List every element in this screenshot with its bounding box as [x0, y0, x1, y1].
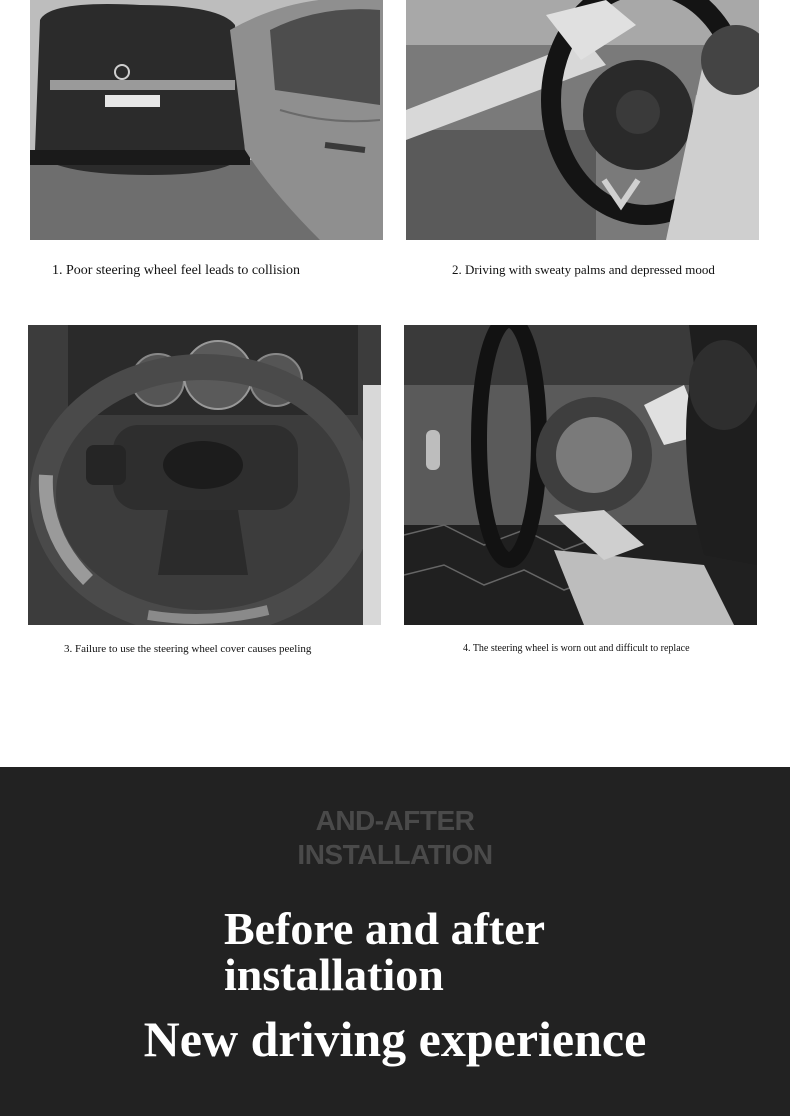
caption-peeling: 3. Failure to use the steering wheel cover causes peeling [64, 643, 312, 655]
eyebrow-line-2: INSTALLATION [297, 839, 493, 870]
peeling-wheel-photo [28, 325, 381, 625]
caption-sweaty-palms: 2. Driving with sweaty palms and depressed mood [452, 262, 715, 277]
caption-worn-out: 4. The steering wheel is worn out and difficult to replace [463, 643, 690, 654]
eyebrow-line-1: AND-AFTER [315, 805, 475, 836]
wheel-replacement-photo [404, 325, 757, 625]
collision-photo [30, 0, 383, 240]
subheadline: New driving experience [143, 1011, 647, 1067]
driving-hands-photo [406, 0, 759, 240]
headline-line-1: Before and after [224, 903, 546, 954]
caption-collision: 1. Poor steering wheel feel leads to collision [52, 263, 301, 278]
headline-line-2: installation [224, 949, 444, 1000]
before-after-banner [0, 767, 790, 1116]
